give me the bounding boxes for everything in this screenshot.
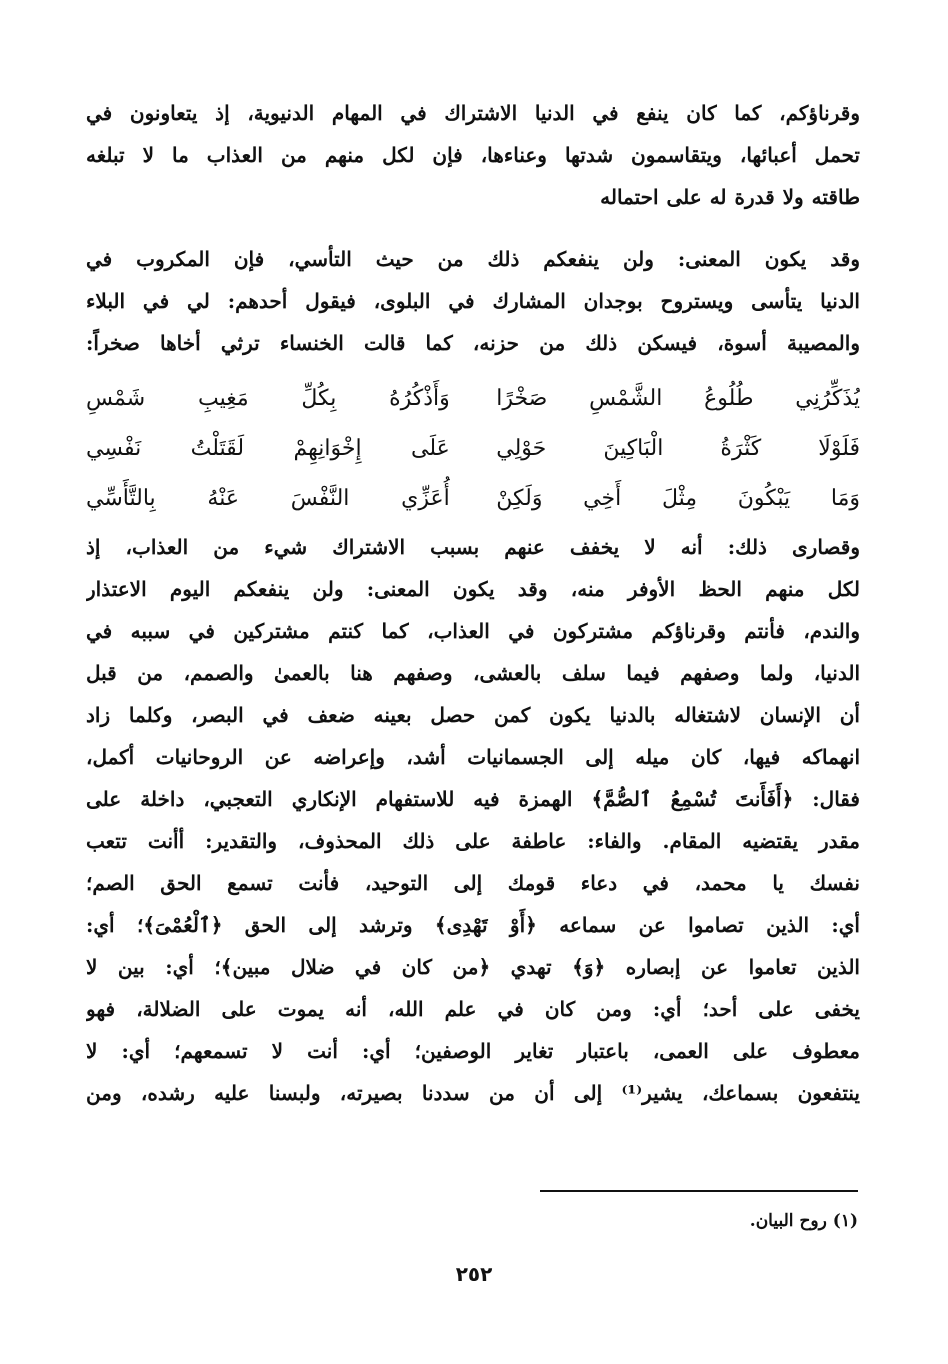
text-line-content: أنه لا يخفف عنهم بسبب الاشتراك شيء من العذاب، إذ	[86, 535, 703, 559]
page-number: ٢٥٢	[455, 1262, 493, 1286]
text-line: الدنيا، ولما وصفهم فيما سلف بالعشى، وصفهم هنا بالعمىٰ والصمم، من قبل	[86, 661, 860, 685]
footnote-text: روح البيان.	[749, 1211, 827, 1231]
text-line: أن الإنسان لاشتغاله بالدنيا يكون كمن حصل بعينه ضعف في البصر، وكلما زاد	[86, 703, 860, 727]
verse-first-hemistich: يُذَكِّرُنِي طُلُوعُ الشَّمْسِ صَخْرًا	[496, 386, 860, 411]
text-line: مقدر يقتضيه المقام. والفاء: عاطفة على ذلك المحذوف، والتقدير: أأنت تتعب	[86, 829, 860, 853]
verse-first-hemistich: فَلَوْلَا كَثْرَةُ الْبَاكِينَ حَوْلِي	[496, 436, 860, 461]
text-line: تحمل أعبائها، ويتقاسمون شدتها وعناءها، فإن لكل منهم من العذاب ما لا تبلغه	[86, 143, 860, 167]
text-line: يخفى على أحد؛ أي: ومن كان في علم الله، أنه يموت على الضلالة، فهو	[86, 997, 860, 1021]
text-line: والندم، فأنتم وقرناؤكم مشتركون في العذاب، كما كنتم مشتركين في سببه في	[86, 619, 860, 643]
text-line: انهماكه فيها، كان ميله إلى الجسمانيات أشد، وإعراضه عن الروحانيات أكمل،	[86, 745, 860, 769]
poem-verse	[86, 474, 860, 524]
verse-second-hemistich: أُعَزِّي النَّفْسَ عَنْهُ بِالتَّأَسِّي	[86, 486, 450, 511]
text-line: نفسك يا محمد، في دعاء قومك إلى التوحيد، فأنت تسمع الحق الصم؛	[86, 871, 860, 895]
paragraph-1	[86, 92, 860, 218]
text-line: معطوف على العمى، باعتبار تغاير الوصفين؛ أي: أنت لا تسمعهم؛ أي: لا	[86, 1039, 860, 1063]
text-line: ينتفعون بسماعك، يشير⁽¹⁾ إلى أن من سددنا بصيرته، ولبسنا عليه رشده، ومن	[86, 1081, 860, 1105]
text-line: طاقته ولا قدرة له على احتماله	[600, 185, 860, 209]
verse-second-hemistich: وَأَذْكُرُهُ بِكُلِّ مَغِيبِ شَمْسِ	[86, 386, 450, 411]
verse-second-hemistich: عَلَى إِخْوَانِهِمْ لَقَتَلْتُ نَفْسِي	[86, 436, 450, 461]
paragraph-3	[86, 526, 860, 1114]
text-line: وقرناؤكم، كما كان ينفع في الدنيا الاشتراك في المهام الدنيوية، إذ يتعاونون في	[86, 101, 860, 125]
poem-verse	[86, 374, 860, 424]
text-line: وقد يكون المعنى: ولن ينفعكم ذلك من حيث التأسي، فإن المكروب في	[86, 247, 860, 271]
text-line: والمصيبة أسوة، فيسكن ذلك من حزنه، كما قالت الخنساء ترثي أخاها صخراً:	[86, 331, 860, 355]
footnote	[750, 1207, 858, 1235]
footnote-divider	[540, 1190, 858, 1192]
verse-first-hemistich: وَمَا يَبْكُونَ مِثْلَ أَخِي وَلَكِنْ	[496, 486, 860, 511]
summary-lead: وقصارى ذلك:	[727, 535, 860, 559]
poem	[86, 374, 860, 524]
text-line: فقال: ﴿أَفَأَنتَ تُسْمِعُ ٱلصُّمَّ﴾ الهمزة فيه للاستفهام الإنكاري التعجبي، داخلة على	[86, 787, 860, 811]
text-line: لكل منهم الحظ الأوفر منه، وقد يكون المعنى: ولن ينفعكم اليوم الاعتذار	[86, 577, 860, 601]
poem-verse	[86, 424, 860, 474]
text-line: الذين تعاموا عن إبصاره ﴿وَ﴾ تهدي ﴿من كان في ضلال مبين﴾؛ أي: بين لا	[86, 955, 860, 979]
text-line	[86, 526, 860, 568]
paragraph-2	[86, 238, 860, 364]
text-line: أي: الذين تصاموا عن سماعه ﴿أَوْ تَهْدِى﴾ وترشد إلى الحق ﴿ٱلْعُمْىَ﴾؛ أي:	[86, 913, 860, 937]
footnote-marker: (١)	[832, 1211, 858, 1231]
text-line: الدنيا يتأسى ويستروح بوجدان المشارك في البلوى، فيقول أحدهم: لي في البلاء	[86, 289, 860, 313]
